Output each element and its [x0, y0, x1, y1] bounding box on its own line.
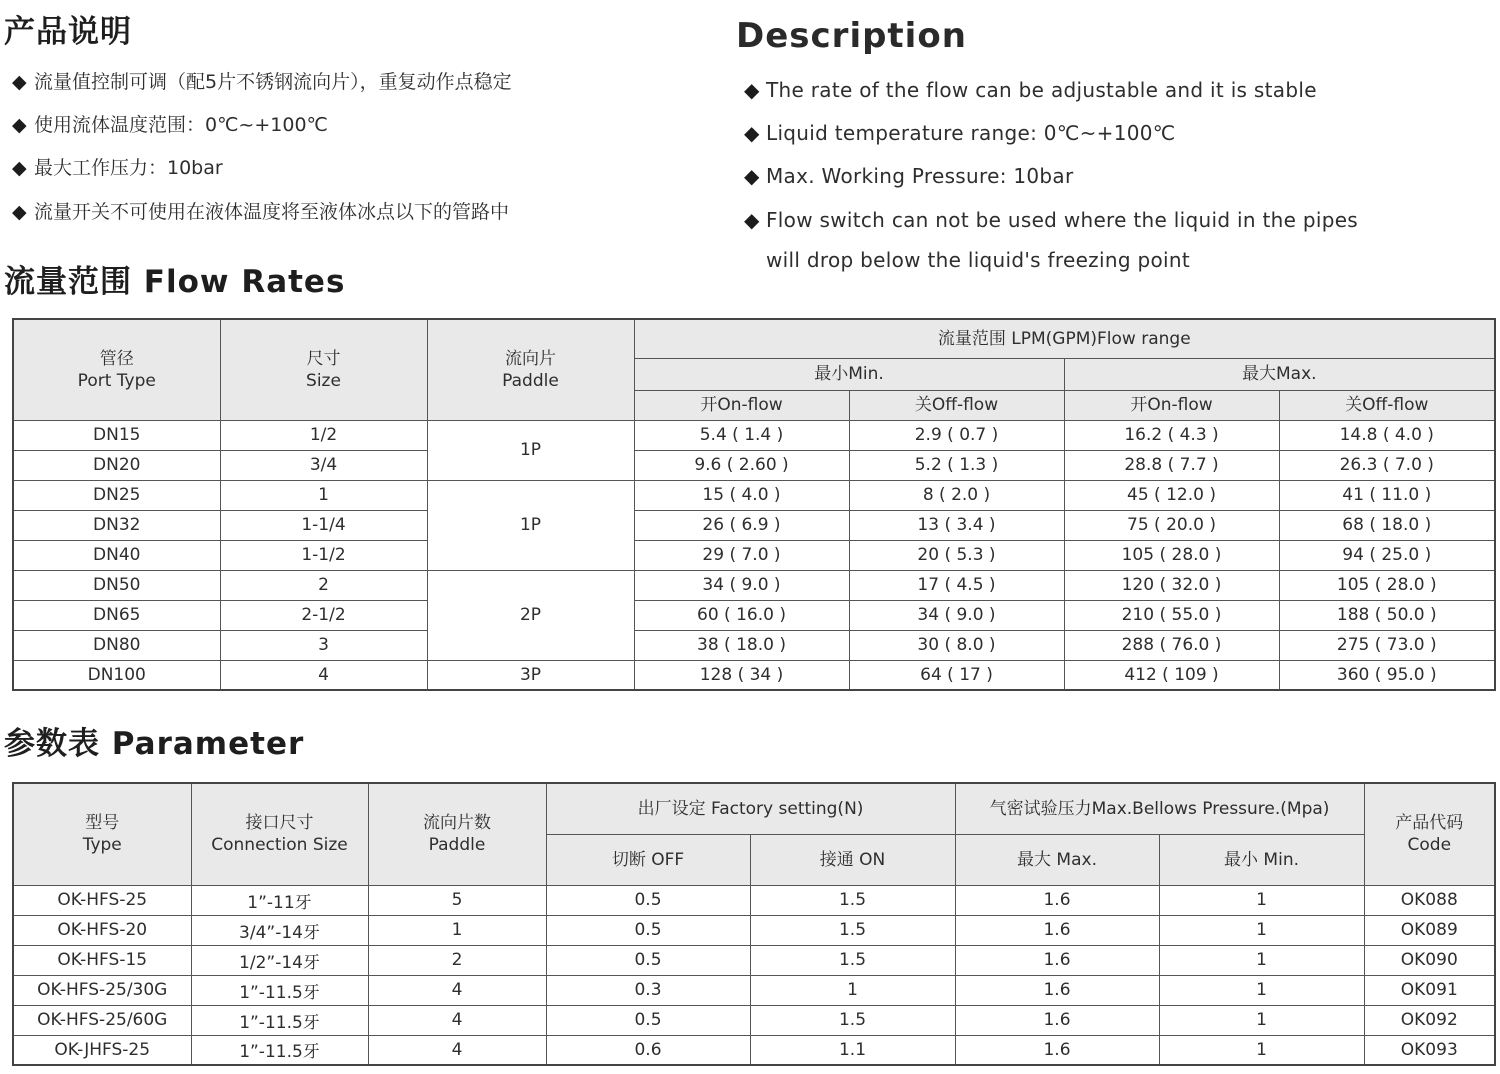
header-max-off: 关Off-flow	[1279, 390, 1495, 420]
header-on: 接通 ON	[750, 834, 955, 885]
table-row: OK-JHFS-25 1”-11.5牙 4 0.6 1.1 1.6 1 OK093	[13, 1035, 1495, 1065]
header-min: 最小Min.	[634, 358, 1064, 390]
paddle-group-2: 1P	[427, 480, 634, 570]
header-factory-setting: 出厂设定 Factory setting(N)	[546, 783, 955, 834]
table-row: DN65 2-1/2 60 ( 16.0 ) 34 ( 9.0 ) 210 ( 55.0 ) 188 ( 50.0 )	[13, 600, 1495, 630]
header-min: 最小 Min.	[1159, 834, 1364, 885]
header-min-off: 关Off-flow	[849, 390, 1064, 420]
table-row: OK-HFS-25 1”-11牙 5 0.5 1.5 1.6 1 OK088	[13, 885, 1495, 915]
bullet-cn-1: ◆ 流量值控制可调（配5片不锈钢流向片），重复动作点稳定	[12, 71, 512, 93]
parameter-table	[12, 782, 1496, 1066]
paddle-group-4: 3P	[427, 660, 634, 690]
paddle-group-1: 1P	[427, 420, 634, 480]
diamond-icon: ◆	[744, 164, 760, 188]
header-off: 切断 OFF	[546, 834, 750, 885]
table-row: DN25 1 1P 15 ( 4.0 ) 8 ( 2.0 ) 45 ( 12.0 ) 41 ( 11.0 )	[13, 480, 1495, 510]
header-paddle: 流向片 Paddle	[427, 319, 634, 420]
parameter-title: 参数表 Parameter	[4, 726, 305, 762]
table-row: OK-HFS-25/30G 1”-11.5牙 4 0.3 1 1.6 1 OK091	[13, 975, 1495, 1005]
bullet-en-2: ◆ Liquid temperature range: 0℃~+100℃	[744, 121, 1176, 145]
bullet-cn-4: ◆ 流量开关不可使用在液体温度将至液体冰点以下的管路中	[12, 201, 510, 223]
flow-rates-table-wrap	[12, 318, 1496, 691]
header-paddle-count: 流向片数 Paddle	[368, 783, 546, 885]
diamond-icon: ◆	[12, 114, 27, 136]
header-size: 尺寸 Size	[220, 319, 427, 420]
table-row: DN80 3 38 ( 18.0 ) 30 ( 8.0 ) 288 ( 76.0 ) 275 ( 73.0 )	[13, 630, 1495, 660]
table-row: DN100 4 3P 128 ( 34 ) 64 ( 17 ) 412 ( 109 ) 360 ( 95.0 )	[13, 660, 1495, 690]
bullet-cn-3: ◆ 最大工作压力：10bar	[12, 157, 223, 179]
header-bellows-pressure: 气密试验压力Max.Bellows Pressure.(Mpa)	[955, 783, 1364, 834]
diamond-icon: ◆	[12, 157, 27, 179]
bullet-en-4: ◆ Flow switch can not be used where the liquid in the pipes	[744, 208, 1359, 232]
bullet-cn-2: ◆ 使用流体温度范围：0℃~+100℃	[12, 114, 328, 136]
diamond-icon: ◆	[744, 208, 760, 232]
diamond-icon: ◆	[744, 121, 760, 145]
flow-rates-title: 流量范围 Flow Rates	[4, 264, 346, 300]
bullet-en-4-cont: will drop below the liquid's freezing point	[766, 248, 1190, 272]
header-flow-range: 流量范围 LPM(GPM)Flow range	[634, 319, 1495, 358]
table-row: DN20 3/4 9.6 ( 2.60 ) 5.2 ( 1.3 ) 28.8 ( 7.7 ) 26.3 ( 7.0 )	[13, 450, 1495, 480]
table-row: OK-HFS-20 3/4”-14牙 1 0.5 1.5 1.6 1 OK089	[13, 915, 1495, 945]
table-row: DN50 2 2P 34 ( 9.0 ) 17 ( 4.5 ) 120 ( 32.0 ) 105 ( 28.0 )	[13, 570, 1495, 600]
table-row: DN32 1-1/4 26 ( 6.9 ) 13 ( 3.4 ) 75 ( 20.0 ) 68 ( 18.0 )	[13, 510, 1495, 540]
table-row: DN15 1/2 1P 5.4 ( 1.4 ) 2.9 ( 0.7 ) 16.2 ( 4.3 ) 14.8 ( 4.0 )	[13, 420, 1495, 450]
table-row: OK-HFS-25/60G 1”-11.5牙 4 0.5 1.5 1.6 1 OK092	[13, 1005, 1495, 1035]
header-max: 最大Max.	[1064, 358, 1495, 390]
header-code: 产品代码 Code	[1364, 783, 1495, 885]
table-row: DN40 1-1/2 29 ( 7.0 ) 20 ( 5.3 ) 105 ( 28.0 ) 94 ( 25.0 )	[13, 540, 1495, 570]
description-title-en: Description	[736, 16, 967, 56]
header-type: 型号 Type	[13, 783, 191, 885]
bullet-en-3: ◆ Max. Working Pressure: 10bar	[744, 164, 1074, 188]
paddle-group-3: 2P	[427, 570, 634, 660]
bullet-en-1: ◆ The rate of the flow can be adjustable and it is stable	[744, 78, 1317, 102]
header-port-type: 管径 Port Type	[13, 319, 220, 420]
product-desc-title-cn: 产品说明	[4, 14, 132, 50]
header-max-on: 开On-flow	[1064, 390, 1279, 420]
parameter-table-wrap	[12, 782, 1496, 1066]
header-connection-size: 接口尺寸 Connection Size	[191, 783, 368, 885]
diamond-icon: ◆	[12, 201, 27, 223]
diamond-icon: ◆	[12, 71, 27, 93]
diamond-icon: ◆	[744, 78, 760, 102]
flow-rates-table	[12, 318, 1496, 691]
header-min-on: 开On-flow	[634, 390, 849, 420]
header-max: 最大 Max.	[955, 834, 1159, 885]
table-row: OK-HFS-15 1/2”-14牙 2 0.5 1.5 1.6 1 OK090	[13, 945, 1495, 975]
